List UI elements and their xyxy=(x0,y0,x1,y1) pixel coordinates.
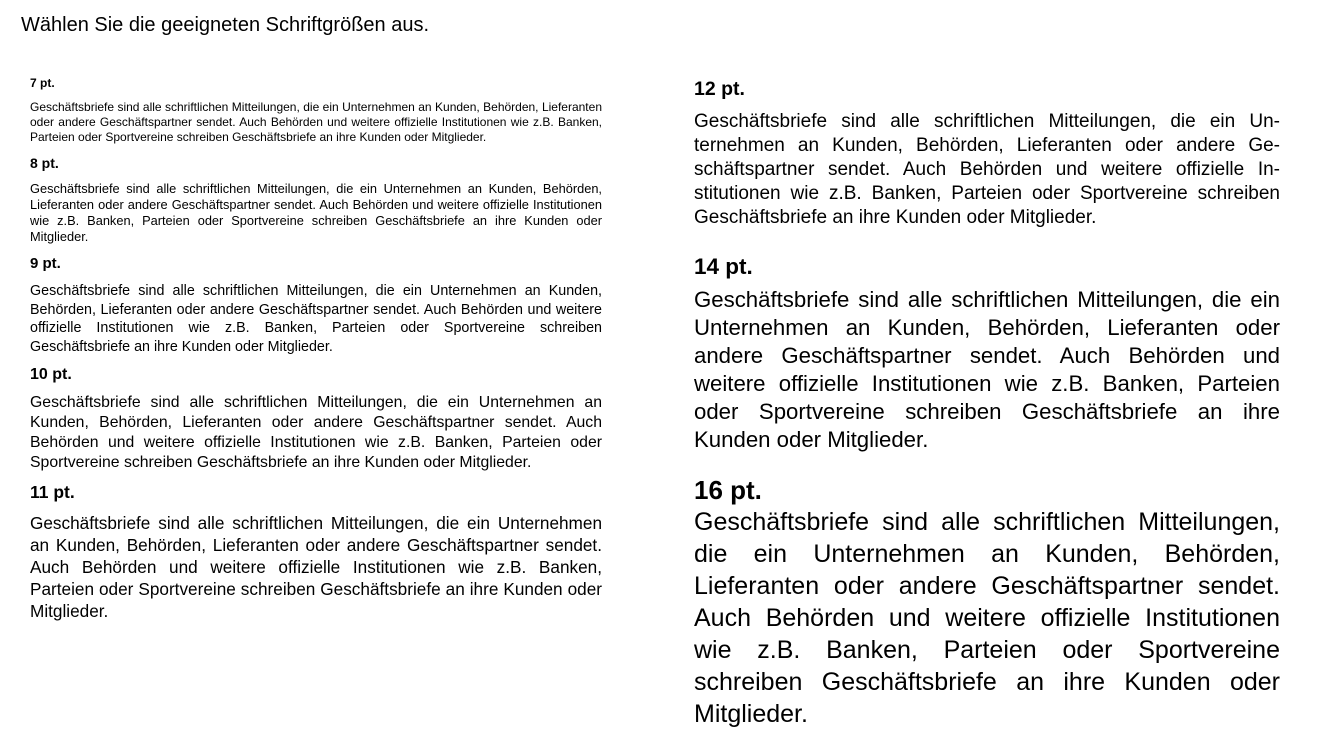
sample-text: Geschäftsbriefe sind alle schriftlichen Mitteilungen, die ein Unternehmen an Kunden, Behörden, Lieferanten oder andere Geschäftspartner sendet. Auch Behörden und weitere offizielle Institutionen wie z.B. Banken, Parteien oder Sportvereine schreiben Geschäftsbriefe an ihre Kunden oder Mitglieder. xyxy=(30,181,602,244)
sample-heading: 11 pt. xyxy=(30,482,75,502)
sample-11pt xyxy=(30,481,602,622)
sample-7pt xyxy=(30,75,602,145)
page-title: Wählen Sie die geeigneten Schriftgrößen aus. xyxy=(21,14,430,36)
sample-12pt xyxy=(694,76,1280,230)
sample-text: Geschäftsbriefe sind alle schriftlichen Mitteilungen, die ein Unternehmen an Kunden, Behörden, Lieferanten oder andere Geschäftspartner sendet. Auch Behörden und weitere offizielle Institutionen wie z.B. Banken, Parteien oder Sportvereine schreiben Geschäftsbriefe an ihre Kunden oder Mitglieder. xyxy=(30,283,602,355)
sample-heading: 16 pt. xyxy=(694,475,762,505)
sample-text: Geschäftsbriefe sind alle schriftlichen Mitteilungen, die ein Unternehmen an Kunden, Behörden, Lieferanten oder andere Geschäftspartner sendet. Auch Behörden und weitere offizielle Institutionen wie z.B. Banken, Parteien oder Sportvereine schreiben Geschäftsbriefe an ihre Kunden oder Mitglieder. xyxy=(30,100,602,144)
sample-text: Geschäftsbriefe sind alle schriftlichen Mitteilungen, die ein Unternehmen an Kunden, Behörden, Lieferanten oder andere Geschäftspartner sendet. Auch Behörden und weitere offizielle Institutionen wie z.B. Banken, Parteien oder Sportvereine schreiben Geschäftsbriefe an ihre Kunden oder Mitglieder. xyxy=(694,287,1280,452)
sample-8pt xyxy=(30,154,602,245)
sample-text: Geschäftsbriefe sind alle schriftlichen Mitteilungen, die ein Unternehmen an Kunden, Behörden, Lieferanten oder andere Geschäftspartner sendet. Auch Behörden und weitere offizielle Institutionen wie z.B. Banken, Parteien oder Sportvereine schreiben Geschäftsbriefe an ihre Kunden oder Mitglieder. xyxy=(30,513,602,621)
sample-16pt xyxy=(694,474,1280,730)
right-column xyxy=(694,76,1280,730)
left-column xyxy=(30,75,602,622)
sample-heading: 12 pt. xyxy=(694,78,745,100)
sample-heading: 14 pt. xyxy=(694,254,753,279)
sample-text: Geschäftsbriefe sind alle schriftlichen Mitteilungen, die ein Unternehmen an Kunden, Behörden, Lieferanten oder andere Geschäftspartner sendet. Auch Behörden und weitere offizielle Institutionen wie z.B. Banken, Parteien oder Sportvereine schreiben Geschäftsbriefe an ihre Kunden oder Mitglieder. xyxy=(694,111,1280,228)
sample-heading: 8 pt. xyxy=(30,155,59,171)
sample-text: Geschäftsbriefe sind alle schriftlichen Mitteilungen, die ein Unternehmen an Kunden, Behörden, Lieferanten oder andere Geschäftspartner sendet. Auch Behörden und weitere offizielle Institutionen wie z.B. Banken, Parteien oder Sportvereine schreiben Geschäftsbriefe an ihre Kunden oder Mitglieder. xyxy=(30,394,602,471)
sample-heading: 7 pt. xyxy=(30,76,55,90)
sample-text: Geschäftsbriefe sind alle schriftlichen Mitteilungen, die ein Unternehmen an Kunden, Behörden, Lieferanten oder andere Geschäftspartner sendet. Auch Behörden und weitere offizielle Institutionen wie z.B. Banken, Parteien oder Sportvereine schreiben Geschäftsbriefe an ihre Kunden oder Mitglieder. xyxy=(694,508,1280,728)
sample-heading: 10 pt. xyxy=(30,366,72,383)
sample-10pt xyxy=(30,364,602,473)
sample-9pt xyxy=(30,254,602,356)
sample-14pt xyxy=(694,252,1280,454)
sample-heading: 9 pt. xyxy=(30,255,61,272)
